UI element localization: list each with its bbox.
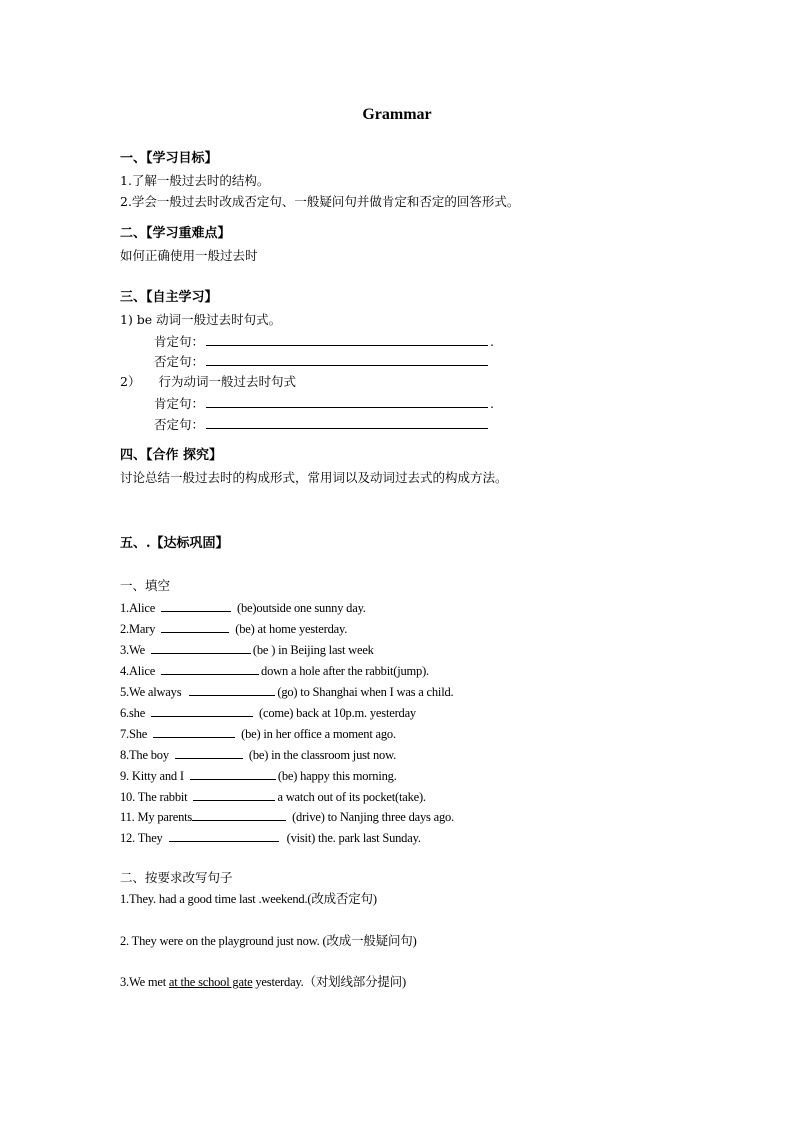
negative-label: 否定句：: [154, 354, 205, 369]
item-prefix: 5.We always: [120, 685, 182, 699]
item-prefix: 10. The rabbit: [120, 790, 188, 804]
fill-item: [120, 724, 396, 743]
section4-heading: 四、【合作 探究】: [120, 448, 223, 463]
item-prefix: 2.Mary: [120, 622, 156, 636]
fill-item: [120, 828, 421, 847]
answer-blank[interactable]: [206, 352, 488, 366]
item-suffix: down a hole after the rabbit(jump).: [261, 664, 429, 678]
question-suffix: yesterday.（对划线部分提问): [252, 975, 406, 989]
answer-blank[interactable]: [175, 745, 243, 759]
answer-blank[interactable]: [161, 598, 231, 612]
answer-blank[interactable]: [206, 394, 488, 408]
fill-heading: 一、填空: [120, 578, 171, 593]
be-positive-row: [154, 332, 494, 351]
section1-heading: 一、【学习目标】: [120, 151, 218, 166]
item-number: 2）: [120, 374, 141, 389]
period-mark: .: [490, 334, 494, 349]
positive-label: 肯定句：: [154, 334, 205, 349]
item-prefix: 9. Kitty and I: [120, 769, 184, 783]
fill-item: [120, 766, 397, 785]
period-mark: .: [490, 396, 494, 411]
answer-blank[interactable]: [206, 332, 488, 346]
answer-blank[interactable]: [151, 703, 253, 717]
answer-blank[interactable]: [206, 415, 488, 429]
item-prefix: 8.The boy: [120, 748, 169, 762]
answer-blank[interactable]: [161, 661, 259, 675]
key-point-text: 如何正确使用一般过去时: [120, 248, 258, 263]
item-prefix: 12. They: [120, 831, 163, 845]
item-prefix: 6.she: [120, 706, 146, 720]
item-suffix: (be) happy this morning.: [277, 769, 397, 783]
fill-item: [120, 745, 396, 764]
be-verb-prompt: 1) be 动词一般过去时句式。: [120, 312, 282, 327]
answer-blank[interactable]: [153, 724, 235, 738]
item-suffix: (come) back at 10p.m. yesterday: [259, 706, 416, 720]
prompt-text: 行为动词一般过去时句式: [158, 374, 296, 389]
item-suffix: (be)outside one sunny day.: [237, 601, 366, 615]
action-positive-row: [154, 394, 494, 413]
item-prefix: 4.Alice: [120, 664, 156, 678]
action-verb-prompt: [120, 373, 296, 391]
fill-item: [120, 682, 453, 701]
answer-blank[interactable]: [192, 807, 286, 821]
item-suffix: (drive) to Nanjing three days ago.: [292, 810, 454, 824]
rewrite-question-2: 2. They were on the playground just now. (改成一般疑问句): [120, 934, 417, 948]
answer-blank[interactable]: [193, 787, 275, 801]
fill-item: [120, 703, 416, 722]
answer-blank[interactable]: [190, 766, 276, 780]
fill-item: [120, 807, 454, 826]
objective-1: 1.了解一般过去时的结构。: [120, 173, 270, 188]
be-negative-row: [154, 352, 490, 371]
item-suffix: (visit) the. park last Sunday.: [286, 831, 421, 845]
rewrite-question-1: 1.They. had a good time last .weekend.(改成否定句): [120, 892, 377, 906]
page-title: Grammar: [362, 106, 432, 123]
fill-item: [120, 598, 366, 617]
item-suffix: a watch out of its pocket(take).: [277, 790, 426, 804]
item-suffix: (be) in the classroom just now.: [248, 748, 397, 762]
answer-blank[interactable]: [161, 619, 229, 633]
section2-heading: 二、【学习重难点】: [120, 226, 231, 241]
answer-blank[interactable]: [189, 682, 275, 696]
fill-item: [120, 787, 426, 806]
answer-blank[interactable]: [151, 640, 251, 654]
action-negative-row: [154, 415, 490, 434]
item-suffix: (be) at home yesterday.: [235, 622, 348, 636]
question-prefix: 3.We met: [120, 975, 169, 989]
fill-item: [120, 619, 347, 638]
item-suffix: (be) in her office a moment ago.: [241, 727, 396, 741]
positive-label: 肯定句：: [154, 396, 205, 411]
item-prefix: 3.We: [120, 643, 145, 657]
underlined-phrase: at the school gate: [168, 975, 253, 989]
objective-2: 2.学会一般过去时改成否定句、一般疑问句并做肯定和否定的回答形式。: [120, 194, 520, 209]
item-suffix: (be ) in Beijing last week: [252, 643, 374, 657]
section5-heading: 五、.【达标巩固】: [120, 536, 229, 551]
answer-blank[interactable]: [169, 828, 279, 842]
discussion-text: 讨论总结一般过去时的构成形式，常用词以及动词过去式的构成方法。: [120, 470, 508, 485]
section3-heading: 三、【自主学习】: [120, 290, 218, 305]
item-prefix: 1.Alice: [120, 601, 156, 615]
fill-item: [120, 640, 374, 659]
fill-item: [120, 661, 429, 680]
rewrite-question-3: [120, 973, 406, 991]
item-suffix: (go) to Shanghai when I was a child.: [277, 685, 454, 699]
item-prefix: 7.She: [120, 727, 148, 741]
negative-label: 否定句：: [154, 417, 205, 432]
item-prefix: 11. My parents: [120, 810, 193, 824]
rewrite-heading: 二、按要求改写句子: [120, 870, 233, 885]
